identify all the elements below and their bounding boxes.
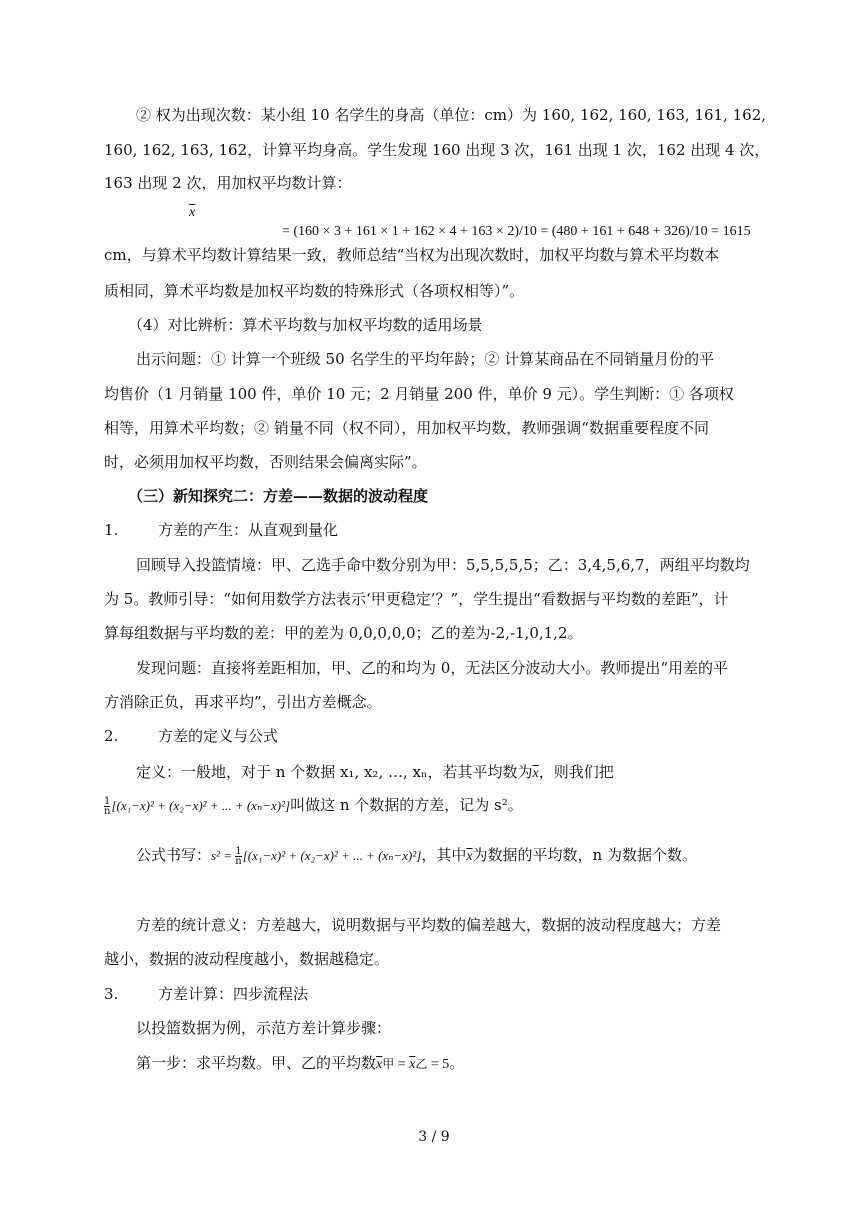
list-title: 方差的定义与公式 — [158, 727, 279, 745]
text-line: 160, 162, 163, 162，计算平均身高。学生发现 160 出现 3 次，161 出现 1 次，162 出现 4 次， — [104, 141, 770, 159]
text-line: ② 权为出现次数：某小组 10 名学生的身高（单位：cm）为 160, 162, 160, 163, 161, 162, — [136, 106, 767, 124]
text-line: 均售价（1 月销量 100 件，单价 10 元；2 月销量 200 件，单价 9 元）。学生判断：① 各项权 — [104, 385, 734, 403]
text-line: 时，必须用加权平均数，否则结果会偏离实际”。 — [104, 453, 427, 471]
text-line: 回顾导入投篮情境：甲、乙选手命中数分别为甲：5,5,5,5,5；乙：3,4,5,6,7，两组平均数均 — [136, 556, 750, 574]
text-line: 越小，数据的波动程度越小，数据越稳定。 — [104, 950, 390, 968]
text-line: 出示问题：① 计算一个班级 50 名学生的平均年龄；② 计算某商品在不同销量月份的平 — [136, 350, 715, 368]
variance-sum: [(x₁−x)² + (x₂−x)² + ... + (xₙ−x)²] — [111, 798, 291, 813]
subscript-jia: 甲 — [382, 1057, 395, 1071]
step-text: 第一步：求平均数。甲、乙的平均数 — [136, 1054, 377, 1072]
list-number: 3. — [104, 985, 119, 1003]
formula-line — [136, 845, 697, 869]
variance-sum: [(x₁−x)² + (x₂−x)² + ... + (xₙ−x)²] — [242, 848, 422, 863]
list-title: 方差计算：四步流程法 — [158, 985, 309, 1003]
fraction-one-over-n: $\frac{1}{n}$ — [104, 795, 111, 817]
text-line: 163 出现 2 次，用加权平均数计算： — [104, 174, 352, 192]
text-line: cm，与算术平均数计算结果一致，教师总结“当权为出现次数时，加权平均数与算术平均数本 — [104, 246, 720, 264]
list-title: 方差的产生：从直观到量化 — [158, 521, 339, 539]
text-line: 质相同，算术平均数是加权平均数的特殊形式（各项权相等）”。 — [104, 282, 525, 300]
text-line: 相等，用算术平均数；② 销量不同（权不同），用加权平均数，教师强调“数据重要程度不同 — [104, 419, 709, 437]
text-line: 为 5。教师引导：“如何用数学方法表示‘甲更稳定’？”，学生提出“看数据与平均数的差距”，计 — [104, 590, 729, 608]
variance-expression-line — [104, 795, 523, 819]
text-line: 方消除正负，再求平均”，引出方差概念。 — [104, 693, 382, 711]
text-line: 以投篮数据为例，示范方差计算步骤： — [136, 1019, 392, 1037]
text-line: 方差的统计意义：方差越大，说明数据与平均数的偏差越大，数据的波动程度越大；方差 — [136, 916, 722, 934]
definition-line — [136, 762, 614, 782]
definition-text: 定义：一般地，对于 n 个数据 x₁, x₂, …, xₙ，若其平均数为 — [136, 763, 533, 781]
list-number: 1. — [104, 521, 119, 539]
list-number: 2. — [104, 727, 119, 745]
text-line: 发现问题：直接将差距相加，甲、乙的和均为 0，无法区分波动大小。教师提出“用差的平 — [136, 659, 728, 677]
mean-value: = 5 — [427, 1057, 450, 1072]
step-line: 第一步：求平均数。甲、乙的平均数$\overline{x}$甲 = $\overline{x}$乙 = 5。 — [136, 1054, 465, 1072]
s-squared: s² = — [211, 848, 236, 863]
subsection-heading: （4）对比辨析：算术平均数与加权平均数的适用场景 — [128, 316, 483, 334]
page-number: 3 / 9 — [418, 1129, 450, 1145]
formula-text: 为数据的平均数，n 为数据个数。 — [472, 846, 697, 864]
definition-text: 叫做这 n 个数据的方差，记为 s²。 — [290, 796, 523, 814]
xbar-symbol: $\overline{x}$ — [409, 1057, 416, 1072]
xbar-symbol: $\overline{x}$ — [189, 205, 196, 220]
section-heading: （三）新知探究二：方差——数据的波动程度 — [128, 487, 429, 505]
xbar-symbol: $\overline{x}$ — [376, 1057, 383, 1072]
xbar-symbol: $\overline{x}$ — [466, 849, 473, 864]
xbar-symbol: $\overline{x}$ — [532, 766, 539, 781]
subscript-yi: 乙 — [415, 1057, 428, 1071]
fraction-one-over-n: $\frac{1}{n}$ — [235, 845, 242, 867]
definition-text: ，则我们把 — [538, 763, 614, 781]
formula-text: ，其中 — [421, 846, 467, 864]
text-line: 算每组数据与平均数的差：甲的差为 0,0,0,0,0；乙的差为-2,-1,0,1,2。 — [104, 624, 583, 642]
weighted-mean-equation: = (160 × 3 + 161 × 1 + 162 × 4 + 163 × 2)/10 = (480 + 161 + 648 + 326)/10 = 1615 — [282, 224, 751, 239]
step-text: 。 — [449, 1054, 465, 1072]
formula-label: 公式书写： — [136, 846, 212, 864]
